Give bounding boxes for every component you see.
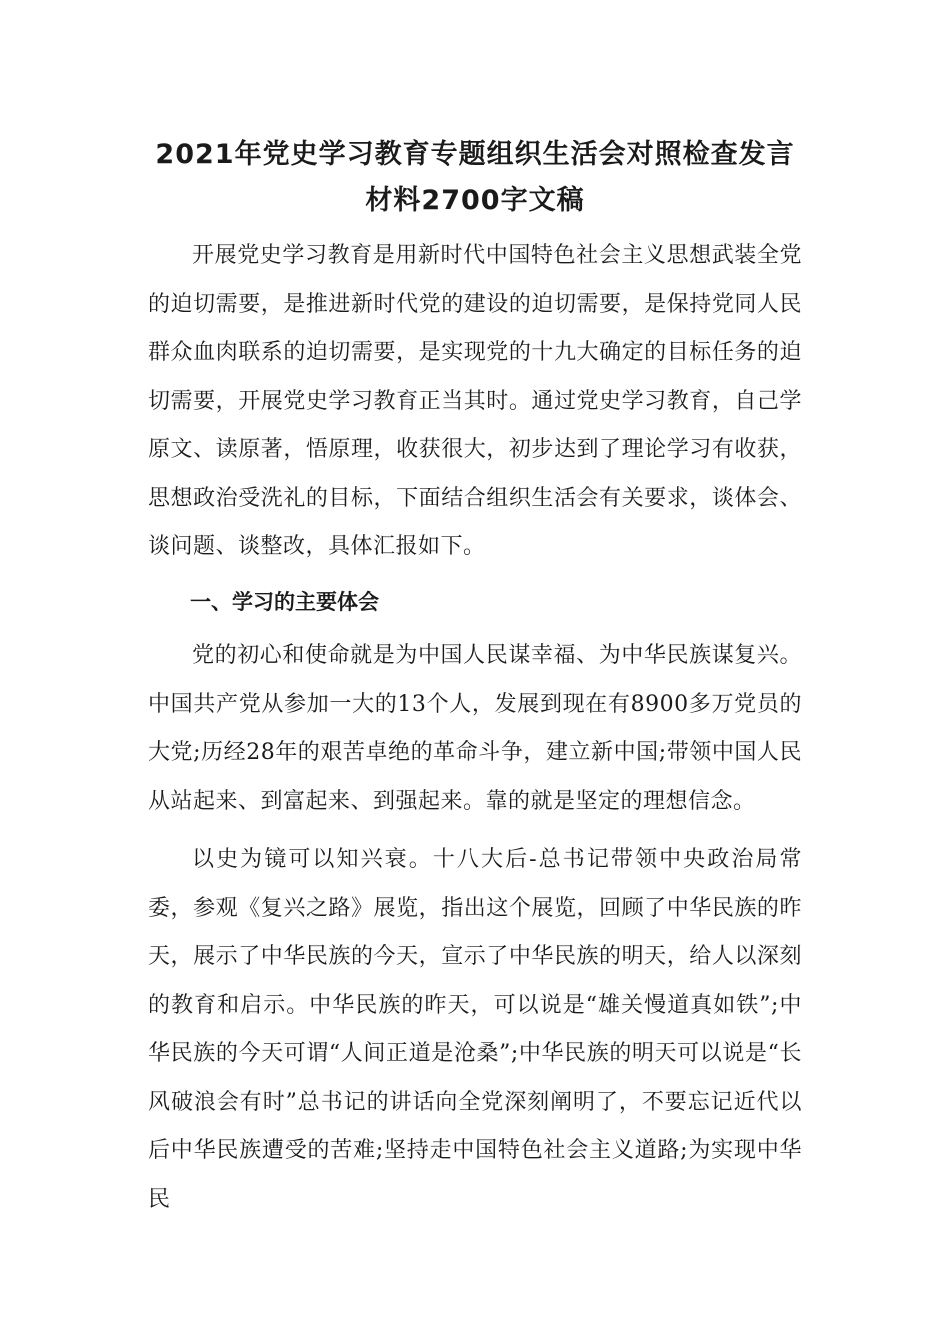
paragraph-gap xyxy=(148,826,802,836)
section-heading-1: 一、学习的主要体会 xyxy=(190,589,379,614)
title-line-1: 2021年党史学习教育专题组织生活会对照检查发言 xyxy=(155,139,795,170)
document-title xyxy=(148,132,802,224)
paragraph-mission: 党的初心和使命就是为中国人民谋幸福、为中华民族谋复兴。中国共产党从参加一大的13个人，发展到现在有8900多万党员的大党;历经28年的艰苦卓绝的革命斗争，建立新中国;带领中国人民从站起来、到富起来、到强起来。靠的就是坚定的理想信念。 xyxy=(148,643,802,814)
title-line-2: 材料2700字文稿 xyxy=(365,185,585,216)
paragraph-history: 以史为镜可以知兴衰。十八大后-总书记带领中央政治局常委，参观《复兴之路》展览，指出这个展览，回顾了中华民族的昨天，展示了中华民族的今天，宣示了中华民族的明天，给人以深刻的教育和启示。中华民族的昨天，可以说是“雄关慢道真如铁”;中华民族的今天可谓“人间正道是沧桑”;中华民族的明天可以说是“长风破浪会有时”总书记的讲话向全党深刻阐明了，不要忘记近代以后中华民族遭受的苦难;坚持走中国特色社会主义道路;为实现中华民 xyxy=(148,847,802,1212)
paragraph-intro: 开展党史学习教育是用新时代中国特色社会主义思想武装全党的迫切需要，是推进新时代党的建设的迫切需要，是保持党同人民群众血肉联系的迫切需要，是实现党的十九大确定的目标任务的迫切需要，开展党史学习教育正当其时。通过党史学习教育，自己学原文、读原著，悟原理，收获很大，初步达到了理论学习有收获，思想政治受洗礼的目标，下面结合组织生活会有关要求，谈体会、谈问题、谈整改，具体汇报如下。 xyxy=(148,243,802,559)
